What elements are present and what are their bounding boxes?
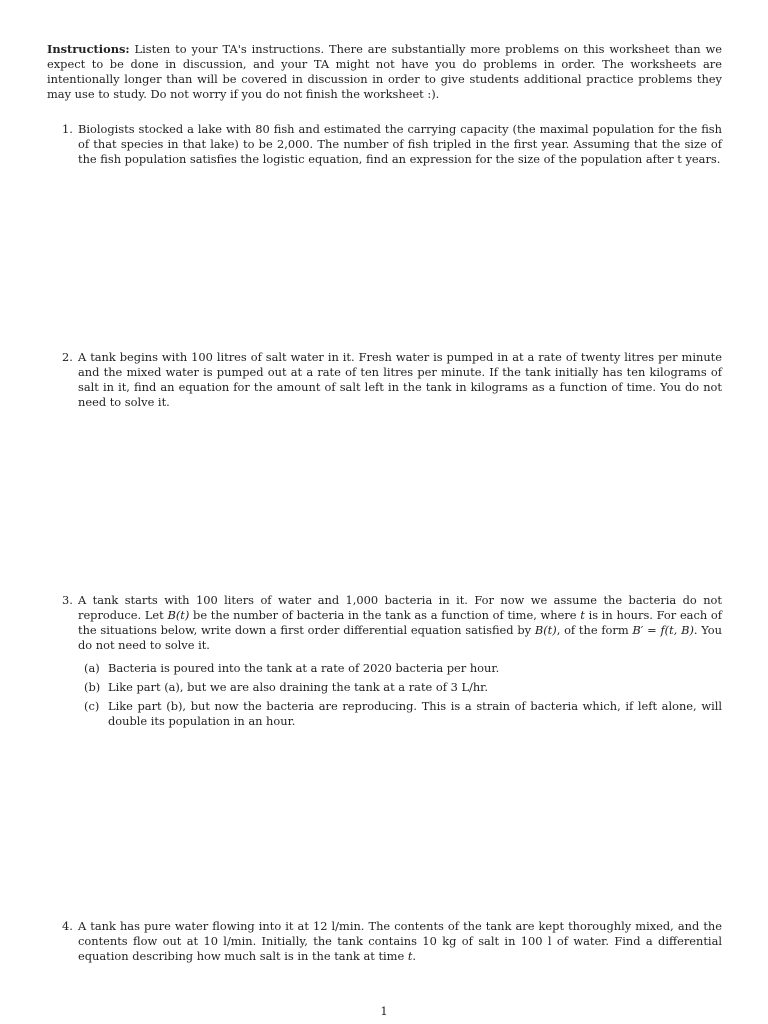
- problem-number: 1.: [62, 122, 73, 136]
- problem-parts: [84, 661, 722, 729]
- problem-text-segment: A tank starts with 100 liters of water and 1,000 bacteria in it. For now we assume the bacteria do not reproduce. Let: [78, 593, 722, 622]
- math-expression: B(t): [534, 623, 557, 637]
- instructions-text: Listen to your TA's instructions. There are substantially more problems on this worksheet than we expect to be done in discussion, and your TA might not have you do problems in order. The worksheets are intentionally longer than will be covered in discussion in order to give students additional practice problems they may use to study. Do not worry if you do not finish the worksheet :).: [47, 42, 722, 101]
- problem-3: [62, 593, 722, 733]
- problem-part-b: [84, 680, 722, 695]
- math-expression: B′ = f(t, B): [632, 623, 694, 637]
- part-label: (a): [84, 661, 100, 675]
- instructions-paragraph: [47, 42, 722, 102]
- problem-text-segment: , of the form: [556, 623, 633, 637]
- math-expression: t: [407, 949, 413, 963]
- problem-text-segment: A tank has pure water flowing into it at 12 l/min. The contents of the tank are kept thoroughly mixed, and the contents flow out at 10 l/min. Initially, the tank contains 10 kg of salt in 100 l of water. Find a differential equation describing how much salt is in the tank at time: [78, 919, 722, 963]
- problem-text: [78, 593, 722, 653]
- problem-text: A tank begins with 100 litres of salt water in it. Fresh water is pumped in at a rate of twenty litres per minute and the mixed water is pumped out at a rate of ten litres per minute. If the tank initially has ten kilograms of salt in it, find an equation for the amount of salt left in the tank in kilograms as a function of time. You do not need to solve it.: [78, 350, 722, 409]
- problem-part-a: [84, 661, 722, 676]
- problem-text-segment: is in hours. For each of the situations below, write down a first order differential equation satisfied by: [78, 608, 722, 637]
- part-text: Bacteria is poured into the tank at a rate of 2020 bacteria per hour.: [108, 661, 500, 675]
- problem-text-segment: . You do not need to solve it.: [78, 623, 722, 652]
- problem-number: 3.: [62, 593, 73, 607]
- problem-2: [62, 350, 722, 410]
- problem-number: 2.: [62, 350, 73, 364]
- problem-text: [78, 919, 722, 964]
- problem-text-segment: be the number of bacteria in the tank as a function of time, where: [189, 608, 581, 622]
- math-expression: t: [580, 608, 585, 622]
- part-text: Like part (a), but we are also draining the tank at a rate of 3 L/hr.: [108, 680, 489, 694]
- problem-number: 4.: [62, 919, 73, 933]
- part-label: (b): [84, 680, 101, 694]
- part-text: Like part (b), but now the bacteria are reproducing. This is a strain of bacteria which, if left alone, will double its population in an hour.: [108, 699, 722, 728]
- problem-text-segment: .: [412, 949, 417, 963]
- part-label: (c): [84, 699, 100, 713]
- problem-4: [62, 919, 722, 964]
- instructions-label: Instructions:: [47, 42, 130, 56]
- problem-part-c: [84, 699, 722, 729]
- problem-text: Biologists stocked a lake with 80 fish and estimated the carrying capacity (the maximal population for the fish of that species in that lake) to be 2,000. The number of fish tripled in the first year. Assuming that the size of the fish population satisfies the logistic equation, find an expression for the size of the population after t years.: [78, 122, 722, 166]
- math-expression: B(t): [167, 608, 190, 622]
- problem-1: [62, 122, 722, 167]
- page-number: 1: [380, 1004, 388, 1018]
